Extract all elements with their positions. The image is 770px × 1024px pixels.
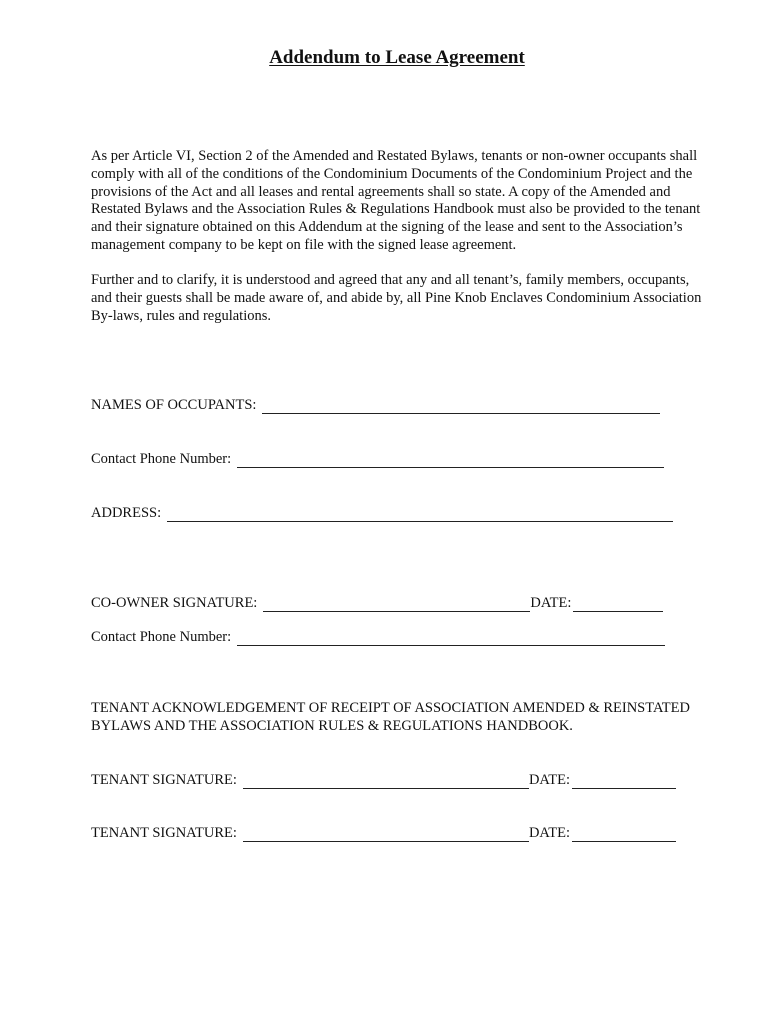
tenant-signature-row-2 xyxy=(91,824,676,842)
co-owner-date-line[interactable] xyxy=(573,598,663,612)
tenant-acknowledgement: TENANT ACKNOWLEDGEMENT OF RECEIPT OF ASSOCIATION AMENDED & REINSTATED BYLAWS AND THE ASSOCIATION RULES & REGULATIONS HANDBOOK. xyxy=(91,700,690,734)
co-owner-signature-line[interactable] xyxy=(263,598,530,612)
contact-phone-line-1[interactable] xyxy=(237,454,664,468)
tenant-signature-label-1: TENANT SIGNATURE: xyxy=(91,772,237,788)
tenant-signature-line-2[interactable] xyxy=(243,828,529,842)
tenant-date-label-1: DATE: xyxy=(528,772,571,788)
contact-phone-line-2[interactable] xyxy=(237,632,665,646)
address-line[interactable] xyxy=(167,508,673,522)
tenant-date-line-2[interactable] xyxy=(572,828,676,842)
address-row xyxy=(91,504,673,522)
contact-phone-label-1: Contact Phone Number: xyxy=(91,451,232,467)
contact-phone-row-1 xyxy=(91,450,664,468)
bylaws-paragraph: As per Article VI, Section 2 of the Amended and Restated Bylaws, tenants or non-owner occupants shall comply with all of the conditions of the Condominium Documents of the Condominium Project and the provisions of the Act and all leases and rental agreements shall so state. A copy of the Amended and Restated Bylaws and the Association Rules & Regulations Handbook must also be provided to the tenant and their signature obtained on this Addendum at the signing of the lease and sent to the Association’s management company to be kept on file with the signed lease agreement. xyxy=(91,148,701,253)
address-label: ADDRESS: xyxy=(91,505,162,521)
document-title: Addendum to Lease Agreement xyxy=(269,47,525,68)
names-of-occupants-row xyxy=(91,396,660,414)
tenant-date-line-1[interactable] xyxy=(572,775,676,789)
tenant-signature-label-2: TENANT SIGNATURE: xyxy=(91,825,237,841)
tenant-signature-line-1[interactable] xyxy=(243,775,529,789)
tenant-date-label-2: DATE: xyxy=(528,825,571,841)
co-owner-signature-row xyxy=(91,594,663,612)
names-of-occupants-line[interactable] xyxy=(262,400,660,414)
names-of-occupants-label: NAMES OF OCCUPANTS: xyxy=(91,397,257,413)
tenant-signature-row-1 xyxy=(91,771,676,789)
contact-phone-label-2: Contact Phone Number: xyxy=(91,629,232,645)
co-owner-date-label: DATE: xyxy=(530,595,572,611)
contact-phone-row-2 xyxy=(91,628,665,646)
clarification-paragraph: Further and to clarify, it is understood and agreed that any and all tenant’s, family members, occupants, and their guests shall be made aware of, and abide by, all Pine Knob Enclaves Condominium Association By-laws, rules and regulations. xyxy=(91,272,702,324)
co-owner-signature-label: CO-OWNER SIGNATURE: xyxy=(91,595,258,611)
